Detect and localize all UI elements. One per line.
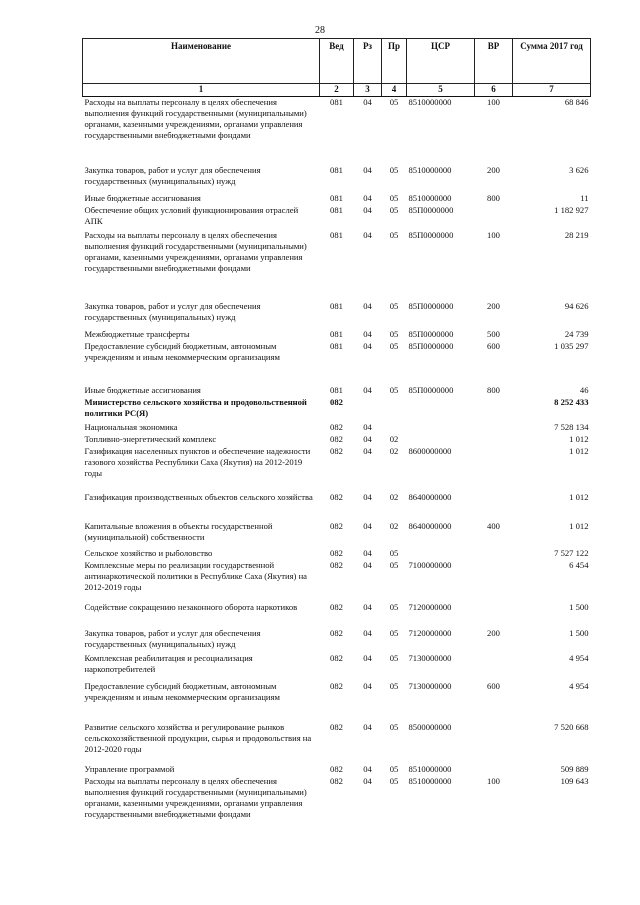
row-vr — [475, 602, 513, 628]
row-sum: 68 846 — [564, 97, 589, 107]
table-row — [83, 764, 591, 776]
row-name: Национальная экономика — [84, 421, 178, 432]
row-name: Управление программой — [84, 763, 175, 774]
row-pr — [382, 422, 407, 434]
table-row — [83, 560, 591, 602]
table-row — [83, 165, 591, 193]
row-rz: 04 — [363, 721, 372, 732]
row-pr: 05 — [389, 384, 399, 395]
table-row — [83, 776, 591, 836]
table-row — [83, 602, 591, 628]
row-rz: 04 — [363, 680, 372, 691]
row-rz: 04 — [363, 340, 372, 351]
row-ved: 081 — [330, 300, 343, 311]
row-sum: 24 739 — [564, 328, 589, 339]
row-sum: 3 626 — [569, 164, 589, 175]
table-header-row — [83, 39, 591, 84]
row-rz — [354, 397, 382, 422]
header-sum: Сумма 2017 год — [513, 39, 591, 84]
row-pr: 05 — [389, 204, 399, 215]
row-ved: 081 — [330, 328, 343, 339]
column-number: 2 — [320, 84, 354, 97]
row-ved: 082 — [330, 652, 343, 663]
column-number: 4 — [382, 84, 407, 97]
table-row — [83, 653, 591, 681]
table-row — [83, 446, 591, 492]
row-ved: 082 — [330, 491, 343, 502]
row-pr — [382, 397, 407, 422]
row-sum: 109 643 — [560, 775, 589, 786]
row-vr: 200 — [487, 164, 500, 175]
row-csr: 7120000000 — [408, 601, 452, 612]
row-pr: 05 — [389, 652, 399, 663]
row-vr — [475, 397, 513, 422]
row-name: Расходы на выплаты персоналу в целях обеспечения выполнения функций государственными (муниципальными) органами, казенными учреждениями, органами управления государственными внебюджетными фондами — [84, 229, 307, 273]
row-pr: 05 — [389, 229, 399, 240]
row-csr: 8500000000 — [408, 721, 452, 732]
row-sum: 1 012 — [569, 520, 589, 531]
row-sum: 7 520 668 — [554, 721, 589, 732]
row-vr: 800 — [487, 192, 500, 203]
row-sum: 94 626 — [564, 300, 589, 311]
row-pr: 05 — [389, 763, 399, 774]
row-csr: 8510000000 — [408, 192, 452, 203]
row-ved: 082 — [330, 601, 343, 612]
row-ved: 082 — [330, 680, 343, 691]
row-pr: 02 — [389, 520, 399, 531]
row-rz: 04 — [363, 300, 372, 311]
row-name: Топливно-энергетический комплекс — [84, 433, 217, 444]
table-row — [83, 434, 591, 446]
row-sum: 11 — [580, 192, 589, 203]
row-vr: 600 — [487, 340, 500, 351]
row-csr: 8510000000 — [408, 97, 452, 107]
row-csr: 8510000000 — [408, 775, 452, 786]
row-pr: 05 — [389, 627, 399, 638]
row-pr: 05 — [389, 97, 399, 107]
row-vr: 200 — [487, 300, 500, 311]
row-csr — [407, 434, 475, 446]
row-rz: 04 — [363, 559, 372, 570]
row-csr — [407, 397, 475, 422]
row-name: Комплексная реабилитация и ресоциализация наркопотребителей — [84, 652, 253, 674]
row-ved: 082 — [330, 559, 343, 570]
row-vr: 200 — [487, 627, 500, 638]
row-name: Закупка товаров, работ и услуг для обеспечения государственных (муниципальных) нужд — [84, 164, 261, 186]
row-rz: 04 — [363, 97, 372, 107]
row-vr — [475, 434, 513, 446]
row-pr: 05 — [389, 300, 399, 311]
row-csr — [407, 548, 475, 560]
table-row — [83, 422, 591, 434]
row-vr: 800 — [487, 384, 500, 395]
row-vr: 100 — [487, 229, 500, 240]
row-ved: 081 — [330, 340, 343, 351]
row-pr: 02 — [389, 491, 399, 502]
row-ved: 082 — [330, 421, 343, 432]
row-csr: 7120000000 — [408, 627, 452, 638]
row-csr: 8640000000 — [408, 520, 452, 531]
header-csr: ЦСР — [407, 39, 475, 84]
row-ved: 082 — [330, 627, 343, 638]
table-row — [83, 628, 591, 653]
table-row — [83, 722, 591, 764]
row-sum: 1 500 — [569, 627, 589, 638]
row-rz: 04 — [363, 601, 372, 612]
table-row — [83, 397, 591, 422]
column-number-row — [83, 84, 591, 97]
row-csr: 85П0000000 — [408, 340, 454, 351]
row-sum: 1 035 297 — [554, 340, 589, 351]
row-ved: 081 — [330, 192, 343, 203]
row-ved: 082 — [330, 520, 343, 531]
row-csr — [407, 422, 475, 434]
budget-table — [82, 38, 591, 836]
row-name: Иные бюджетные ассигнования — [84, 192, 201, 203]
table-row — [83, 681, 591, 722]
row-ved: 082 — [330, 396, 343, 407]
row-sum: 1 500 — [569, 601, 589, 612]
row-pr: 05 — [389, 547, 399, 558]
row-rz: 04 — [363, 652, 372, 663]
row-vr: 100 — [487, 97, 500, 107]
row-name: Предоставление субсидий бюджетным, автономным учреждениям и иным некоммерческим организациям — [84, 340, 280, 362]
row-rz: 04 — [363, 491, 372, 502]
table-row — [83, 548, 591, 560]
row-vr — [475, 722, 513, 764]
table-row — [83, 521, 591, 548]
row-ved: 082 — [330, 433, 343, 444]
table-row — [83, 341, 591, 385]
table-row — [83, 193, 591, 205]
row-pr: 05 — [389, 340, 399, 351]
row-rz: 04 — [363, 547, 372, 558]
column-number: 1 — [83, 84, 320, 97]
row-name: Межбюджетные трансферты — [84, 328, 190, 339]
row-csr: 7130000000 — [408, 680, 452, 691]
row-rz: 04 — [363, 384, 372, 395]
row-pr: 05 — [389, 721, 399, 732]
row-rz: 04 — [363, 229, 372, 240]
row-rz: 04 — [363, 164, 372, 175]
row-sum: 4 954 — [569, 652, 589, 663]
row-ved: 082 — [330, 763, 343, 774]
row-name: Закупка товаров, работ и услуг для обеспечения государственных (муниципальных) нужд — [84, 627, 261, 649]
row-csr: 8640000000 — [408, 491, 452, 502]
row-sum: 28 219 — [564, 229, 589, 240]
row-pr: 05 — [389, 775, 399, 786]
row-vr — [475, 560, 513, 602]
column-number: 3 — [354, 84, 382, 97]
row-sum: 7 528 134 — [554, 421, 589, 432]
row-rz: 04 — [363, 763, 372, 774]
row-rz: 04 — [363, 445, 372, 456]
row-sum: 1 012 — [569, 445, 589, 456]
row-csr: 8510000000 — [408, 164, 452, 175]
row-sum: 4 954 — [569, 680, 589, 691]
row-pr: 05 — [389, 680, 399, 691]
row-name: Содействие сокращению незаконного оборота наркотиков — [84, 601, 298, 612]
table-body — [83, 97, 591, 836]
row-pr: 05 — [389, 192, 399, 203]
row-vr: 400 — [487, 520, 500, 531]
row-name: Комплексные меры по реализации государственной антинаркотической политики в Республике Саха (Якутия) на 2012-2019 годы — [84, 559, 307, 592]
row-rz: 04 — [363, 204, 372, 215]
row-ved: 082 — [330, 547, 343, 558]
row-csr: 85П0000000 — [408, 328, 454, 339]
row-sum: 1 012 — [569, 433, 589, 444]
row-vr: 500 — [487, 328, 500, 339]
row-pr: 02 — [389, 433, 399, 444]
row-sum: 6 454 — [569, 559, 589, 570]
row-pr: 05 — [389, 601, 399, 612]
row-name: Предоставление субсидий бюджетным, автономным учреждениям и иным некоммерческим организациям — [84, 680, 280, 702]
row-csr: 7100000000 — [408, 559, 452, 570]
table-row — [83, 230, 591, 301]
row-vr — [475, 653, 513, 681]
row-rz: 04 — [363, 775, 372, 786]
row-pr: 02 — [389, 445, 399, 456]
table-row — [83, 301, 591, 329]
row-csr: 85П0000000 — [408, 204, 454, 215]
row-name: Газификация населенных пунктов и обеспечение надежности газового хозяйства Республики Саха (Якутия) на 2012-2019 годы — [84, 445, 311, 478]
row-sum: 1 182 927 — [554, 204, 589, 215]
table-row — [83, 205, 591, 230]
row-name: Газификация производственных объектов сельского хозяйства — [84, 491, 313, 502]
row-ved: 082 — [330, 445, 343, 456]
row-ved: 081 — [330, 164, 343, 175]
row-rz: 04 — [363, 192, 372, 203]
column-number: 7 — [513, 84, 591, 97]
row-ved: 082 — [330, 775, 343, 786]
row-vr — [475, 205, 513, 230]
row-name: Капитальные вложения в объекты государственной (муниципальной) собственности — [84, 520, 273, 542]
row-vr — [475, 548, 513, 560]
row-name: Закупка товаров, работ и услуг для обеспечения государственных (муниципальных) нужд — [84, 300, 261, 322]
row-name: Обеспечение общих условий функционирования отраслей АПК — [84, 204, 299, 226]
table-row — [83, 329, 591, 341]
row-rz: 04 — [363, 328, 372, 339]
table-row — [83, 97, 591, 165]
row-vr — [475, 764, 513, 776]
row-ved: 081 — [330, 229, 343, 240]
row-name: Расходы на выплаты персоналу в целях обеспечения выполнения функций государственными (муниципальными) органами, казенными учреждениями, органами управления государственными внебюджетными фондами — [84, 775, 307, 819]
row-sum: 1 012 — [569, 491, 589, 502]
header-pr: Пр — [382, 39, 407, 84]
row-vr — [475, 446, 513, 492]
row-name: Расходы на выплаты персоналу в целях обеспечения выполнения функций государственными (муниципальными) органами, казенными учреждениями, органами управления государственными внебюджетными фондами — [84, 97, 307, 140]
row-csr: 85П0000000 — [408, 229, 454, 240]
row-vr — [475, 492, 513, 521]
row-name: Сельское хозяйство и рыболовство — [84, 547, 213, 558]
row-pr: 05 — [389, 328, 399, 339]
header-rz: Рз — [354, 39, 382, 84]
row-name: Развитие сельского хозяйства и регулирование рынков сельскохозяйственной продукции, сырья и продовольствия на 2012-2020 годы — [84, 721, 312, 754]
row-ved: 082 — [330, 721, 343, 732]
row-ved: 081 — [330, 204, 343, 215]
row-sum: 46 — [579, 384, 589, 395]
table-row — [83, 385, 591, 397]
row-pr: 05 — [389, 164, 399, 175]
row-name: Министерство сельского хозяйства и продовольственной политики РС(Я) — [84, 396, 307, 418]
page-number: 28 — [315, 25, 325, 36]
table-row — [83, 492, 591, 521]
row-csr: 7130000000 — [408, 652, 452, 663]
column-number: 5 — [407, 84, 475, 97]
row-sum: 509 889 — [560, 763, 589, 774]
row-csr: 8600000000 — [408, 445, 452, 456]
row-rz: 04 — [363, 520, 372, 531]
row-rz: 04 — [363, 421, 372, 432]
row-name: Иные бюджетные ассигнования — [84, 384, 201, 395]
column-number: 6 — [475, 84, 513, 97]
header-vr: ВР — [475, 39, 513, 84]
header-name: Наименование — [83, 39, 320, 84]
row-vr: 600 — [487, 680, 500, 691]
row-rz: 04 — [363, 627, 372, 638]
row-ved: 081 — [330, 97, 343, 107]
row-vr — [475, 422, 513, 434]
row-csr: 85П0000000 — [408, 300, 454, 311]
row-vr: 100 — [487, 775, 500, 786]
row-csr: 85П0000000 — [408, 384, 454, 395]
row-rz: 04 — [363, 433, 372, 444]
row-pr: 05 — [389, 559, 399, 570]
row-sum: 7 527 122 — [554, 547, 589, 558]
row-csr: 8510000000 — [408, 763, 452, 774]
row-sum: 8 252 433 — [554, 396, 589, 407]
row-ved: 081 — [330, 384, 343, 395]
header-ved: Вед — [320, 39, 354, 84]
